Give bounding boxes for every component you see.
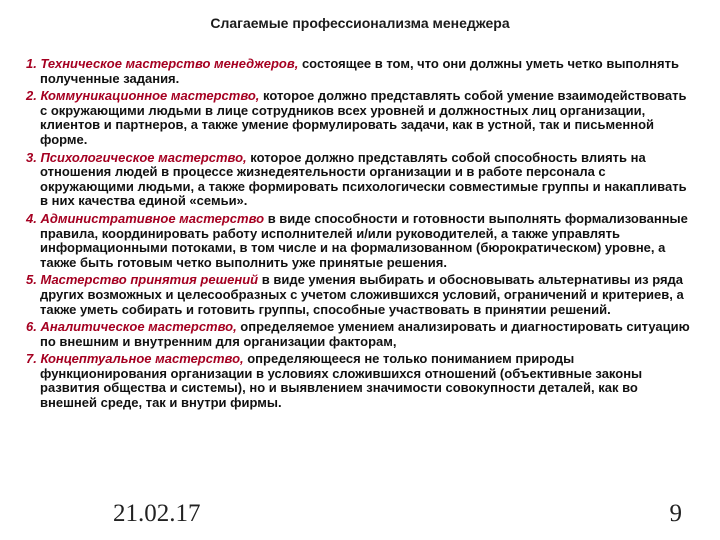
items-list <box>26 57 692 414</box>
item-lead: 7. Концептуальное мастерство, <box>26 351 244 367</box>
page-number: 9 <box>669 500 682 527</box>
list-item <box>26 273 692 317</box>
item-lead: 6. Аналитическое мастерство, <box>26 319 237 335</box>
list-item <box>26 320 692 349</box>
item-text: которое должно представлять собой умение взаимодействовать с окружающими людьми в лице сотрудников всех уровней и должностных лиц организации, клиентов и партнеров, а также умение формулировать задачи, как в устной, так и письменной форме. <box>40 88 687 147</box>
item-lead: 2. Коммуникационное мастерство, <box>26 88 260 104</box>
item-lead: 3. Психологическое мастерство, <box>26 149 247 165</box>
footer-date: 21.02.17 <box>113 500 201 527</box>
item-text: которое должно представлять собой способность влиять на отношения людей в процессе жизнедеятельности организации и в работе персонала с окружающими людьми, а также формировать психологически совместимые группы и накапливать в них качества единой «семьи». <box>40 149 687 209</box>
item-text: в виде способности и готовности выполнять формализованные правила, координировать работу исполнителей и/или руководителей, а также управлять информационными потоками, в том числе и на формализованном (бюрократическом) уровне, а также быть готовым четко выполнить уже принятые решения. <box>40 210 688 270</box>
item-lead: 4. Административное мастерство <box>26 210 265 226</box>
slide-title: Слагаемые профессионализма менеджера <box>210 15 510 31</box>
list-item <box>26 151 692 209</box>
item-text: состоящее в том, что они должны уметь четко выполнять полученные задания. <box>40 56 679 86</box>
item-text: в виде умения выбирать и обосновывать альтернативы из ряда других возможных и целесообразных с учетом сложившихся условий, ограничений и критериев, а также уметь собирать и готовить группы, способные участвовать в принятии решений. <box>40 272 684 317</box>
list-item <box>26 352 692 410</box>
list-item <box>26 89 692 147</box>
list-item <box>26 57 692 86</box>
item-lead: 5. Мастерство принятия решений <box>26 272 259 288</box>
item-text: определяющееся не только пониманием природы функционирования организации в условиях сложившихся отношений (объективные законы развития общества и системы), но и выявлением значимости совокупности деталей, как во внешней среде, так и внутри фирмы. <box>40 351 643 411</box>
item-lead: 1. Техническое мастерство менеджеров, <box>26 56 299 71</box>
list-item <box>26 212 692 270</box>
item-text: определяемое умением анализировать и диагностировать ситуацию по внешним и внутренним для организации факторам, <box>40 319 690 349</box>
